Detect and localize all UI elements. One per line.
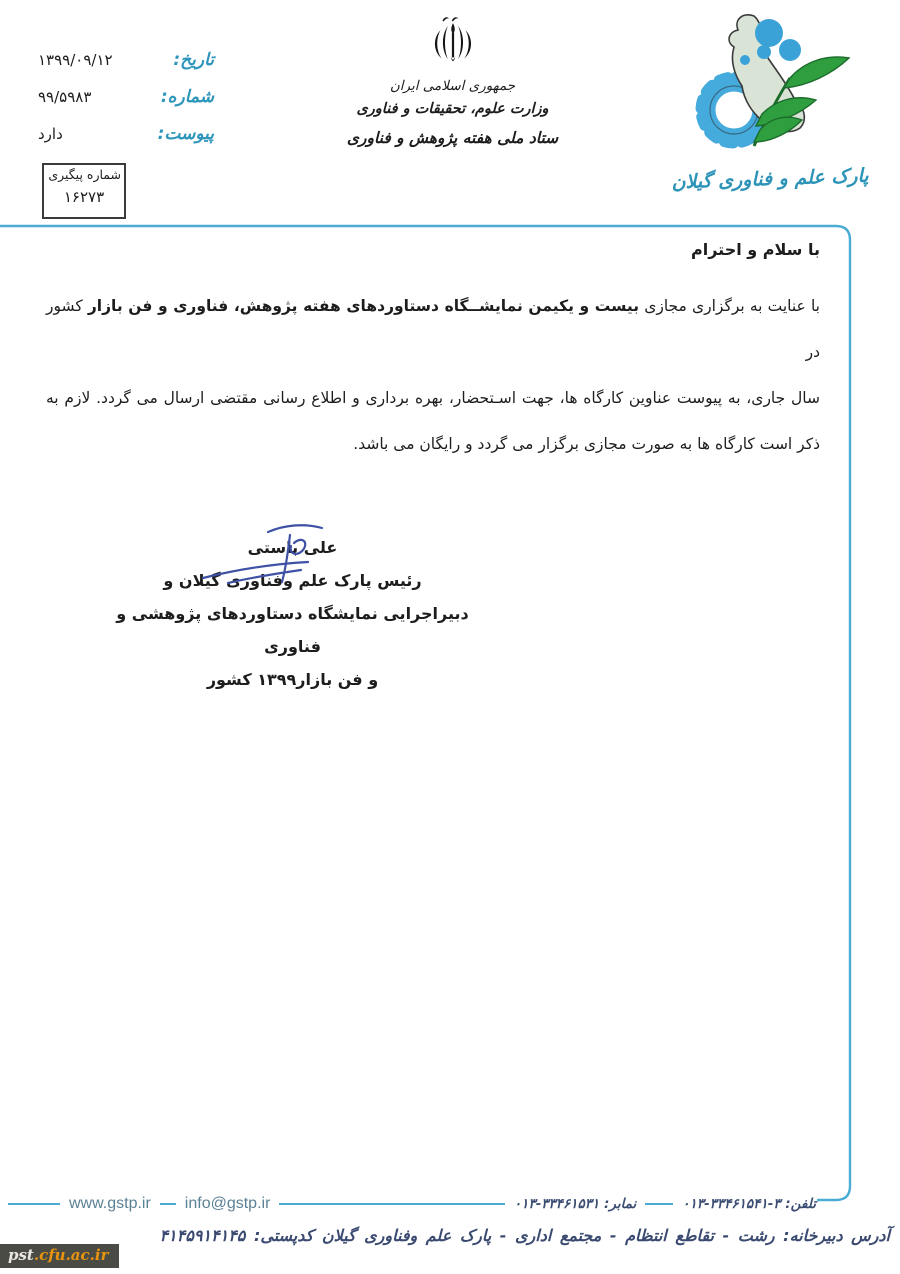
date-label: تاریخ: bbox=[173, 50, 214, 70]
gstp-logo-block bbox=[658, 8, 882, 194]
letter-body bbox=[46, 283, 820, 467]
number-value: ۹۹/۵۹۸۳ bbox=[38, 88, 92, 106]
letter-meta bbox=[38, 50, 214, 161]
country-title: جمهوری اسلامی ایران bbox=[389, 78, 516, 94]
gstp-logo-caption: پارک علم و فناوری گیلان bbox=[671, 164, 869, 194]
watermark-post: .cfu.ac.ir bbox=[33, 1246, 109, 1264]
body-line-3: ذکر است کارگاه ها به صورت مجازی برگزار می گردد و رایگان می باشد. bbox=[353, 435, 820, 453]
body-line-2: سال جاری، به پیوست عناوین کارگاه ها، جهت اسـتحضار، بهره برداری و اطلاع رسانی مقتضی ارسال می گردد. لازم به bbox=[46, 389, 820, 407]
signer-title-3: و فن بازار۱۳۹۹ کشور bbox=[206, 670, 379, 689]
footer-rule-mid bbox=[160, 1203, 176, 1205]
attachment-row bbox=[38, 124, 214, 144]
email-text: info@gstp.ir bbox=[184, 1195, 271, 1212]
body-line1-pre: با عنایت به برگزاری مجازی bbox=[639, 297, 820, 315]
secretariat-address: آدرس دبیرخانه: رشت - تقاطع انتظام - مجتمع اداری - پارک علم وفناوری گیلان کدپستی: ۴۱۴۵۹۱۴۱۴۵ bbox=[159, 1226, 890, 1245]
fax-text: نمابر: ۳۳۴۶۱۵۳۱-۰۱۳ bbox=[513, 1196, 637, 1212]
footer-rule-long bbox=[279, 1203, 505, 1205]
footer-rule-left bbox=[8, 1203, 60, 1205]
signer-title-1: رئیس پارک علم وفناوری گیلان و bbox=[163, 571, 422, 590]
salutation: با سلام و احترام bbox=[691, 240, 820, 259]
body-line-1 bbox=[46, 283, 820, 375]
body-line1-bold: بیست و یکیمن نمایشــگاه دستاوردهای هفته پژوهش، فناوری و فن بازار bbox=[87, 297, 640, 315]
watermark-pre: pst bbox=[8, 1246, 34, 1264]
body-line1-post: کشور در bbox=[46, 297, 820, 361]
tracking-number-box bbox=[42, 163, 126, 219]
iran-emblem-icon bbox=[422, 14, 484, 71]
number-row bbox=[38, 87, 214, 107]
hq-title: ستاد ملی هفته پژوهش و فناوری bbox=[346, 129, 559, 147]
date-row bbox=[38, 50, 214, 70]
phone-text: تلفن: ۳-۳۳۴۶۱۵۴۱-۰۱۳ bbox=[682, 1196, 816, 1212]
date-value: ۱۳۹۹/۰۹/۱۲ bbox=[38, 51, 113, 69]
handwritten-signature-icon bbox=[200, 521, 330, 589]
attachment-label: پیوست: bbox=[157, 124, 214, 144]
signer-title-2: دبیراجرایی نمایشگاه دستاوردهای پژوهشی و فناوری bbox=[116, 604, 469, 656]
signer-name: علی باستی bbox=[247, 538, 338, 557]
tracking-label: شماره پیگیری bbox=[48, 167, 121, 182]
number-label: شماره: bbox=[160, 87, 214, 107]
ministry-header bbox=[325, 14, 580, 147]
tracking-value: ۱۶۲۷۳ bbox=[63, 188, 105, 206]
footer-contact-row bbox=[8, 1190, 816, 1218]
ministry-title: وزارت علوم، تحقیقات و فناوری bbox=[356, 101, 549, 117]
gstp-logo-icon bbox=[676, 8, 876, 158]
attachment-value: دارد bbox=[38, 125, 63, 143]
website-text: www.gstp.ir bbox=[69, 1195, 151, 1212]
footer-rule-right bbox=[645, 1203, 673, 1205]
watermark-badge bbox=[0, 1244, 119, 1268]
